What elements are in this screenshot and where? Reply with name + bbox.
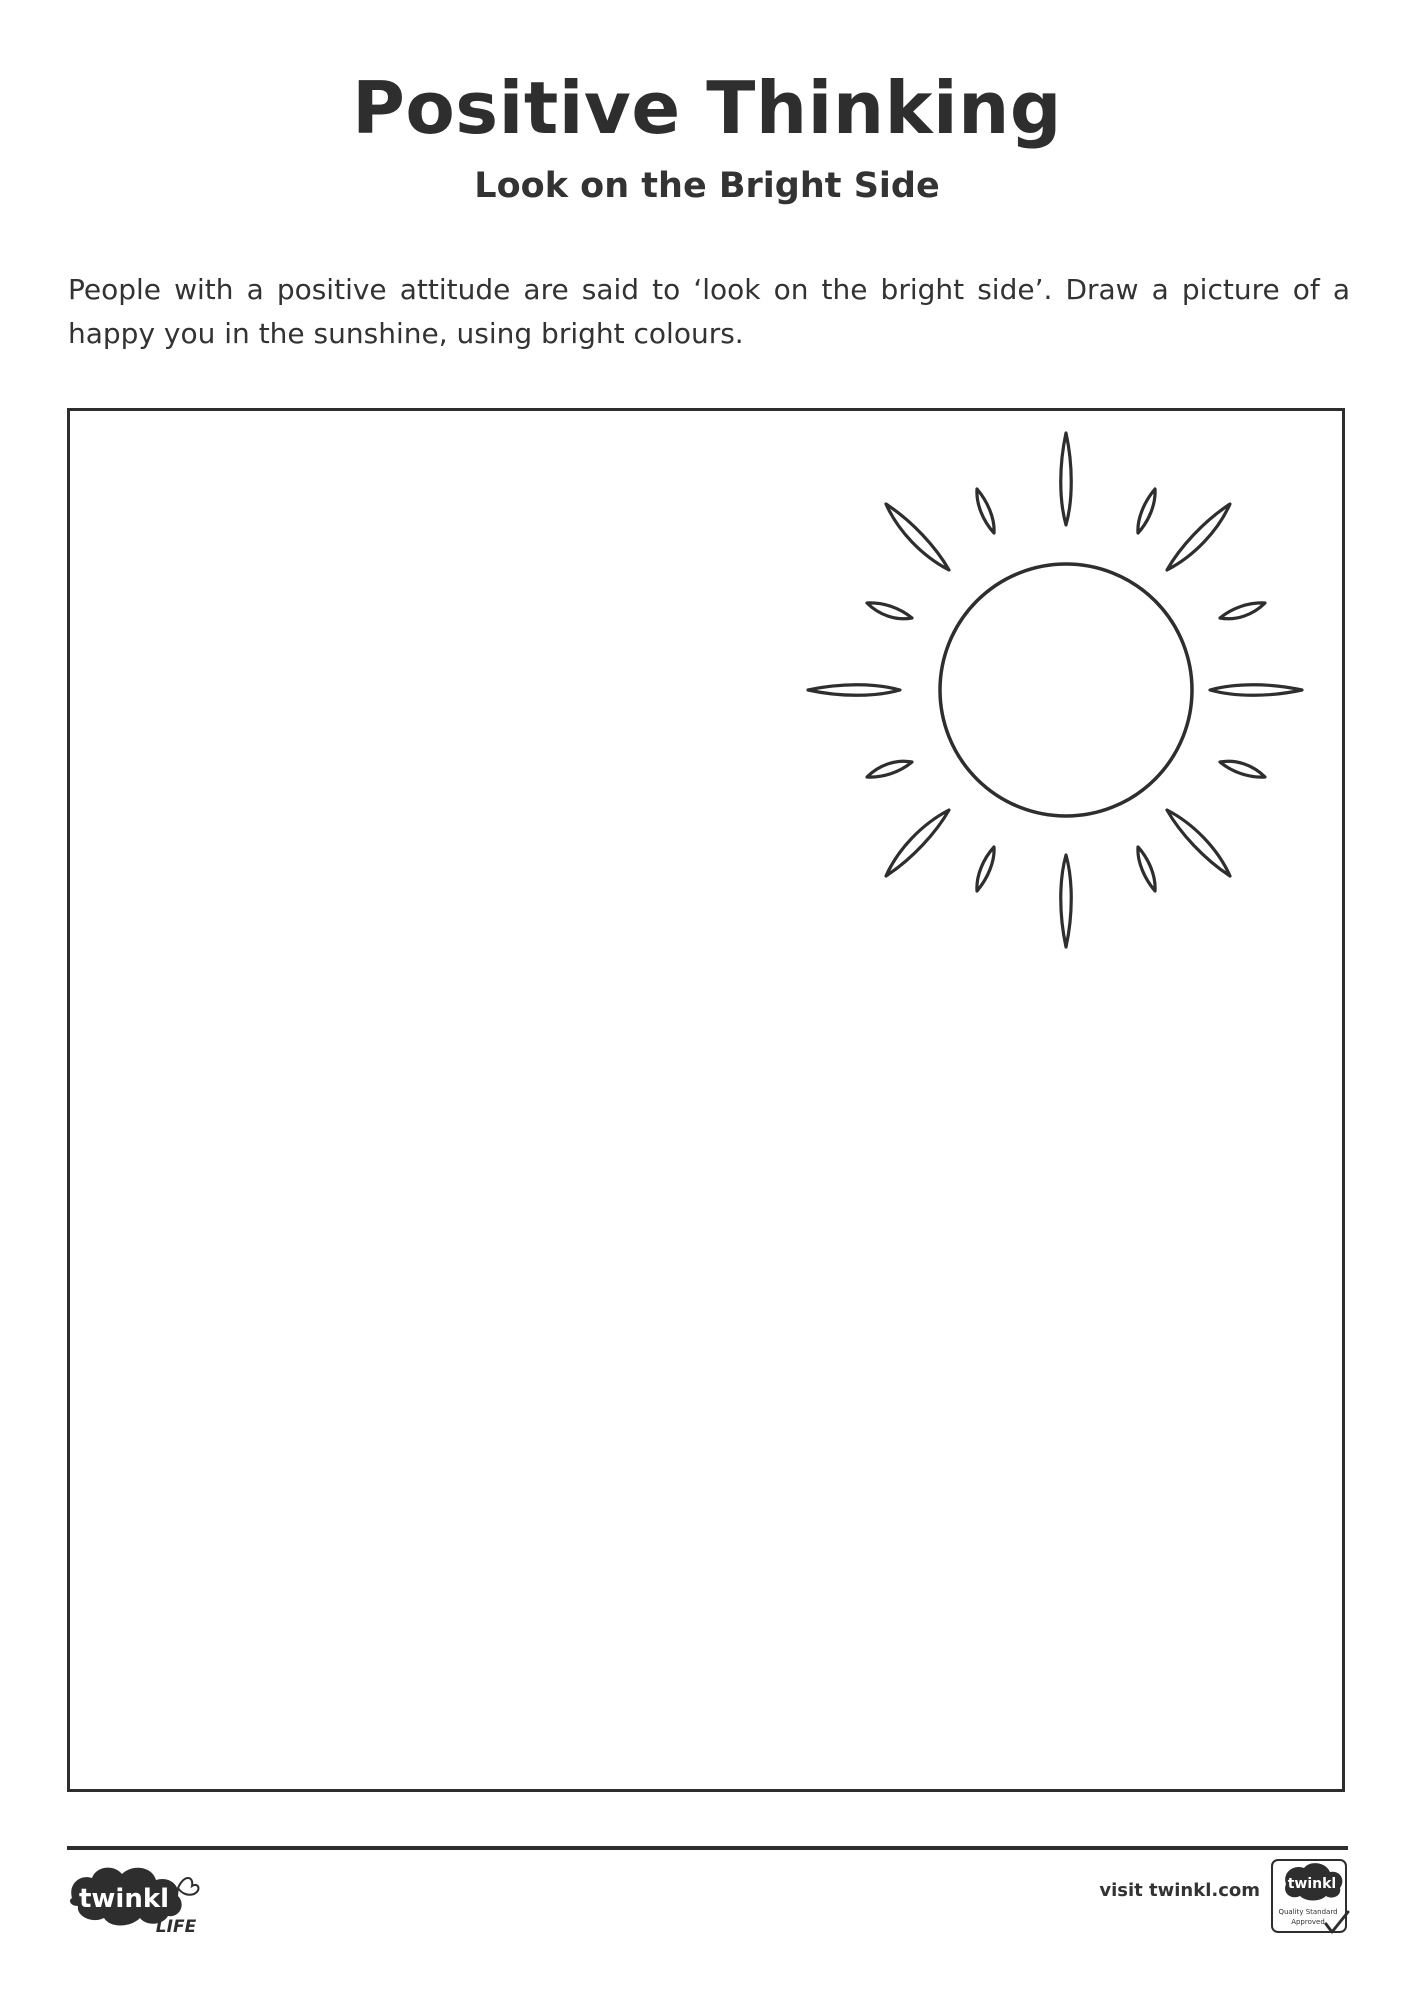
badge-wordmark: twinkl [1287,1876,1337,1892]
page-subtitle: Look on the Bright Side [474,166,940,206]
visit-website-link[interactable]: visit twinkl.com [1099,1880,1260,1901]
page-title: Positive Thinking [352,66,1062,150]
quality-standard-badge [1270,1858,1352,1938]
instructions-text: People with a positive attitude are said to ‘look on the bright side’. Draw a picture of a happy you in the sunshine, using bright colours. [68,273,1350,350]
twinkl-life-logo[interactable] [66,1858,202,1934]
badge-caption-line2: Approved [1291,1918,1325,1926]
logo-wordmark: twinkl [78,1884,170,1914]
sun-icon [800,425,1340,965]
badge-caption-line1: Quality Standard [1278,1908,1338,1916]
logo-subtext: LIFE [155,1917,197,1934]
footer-divider [67,1846,1348,1850]
